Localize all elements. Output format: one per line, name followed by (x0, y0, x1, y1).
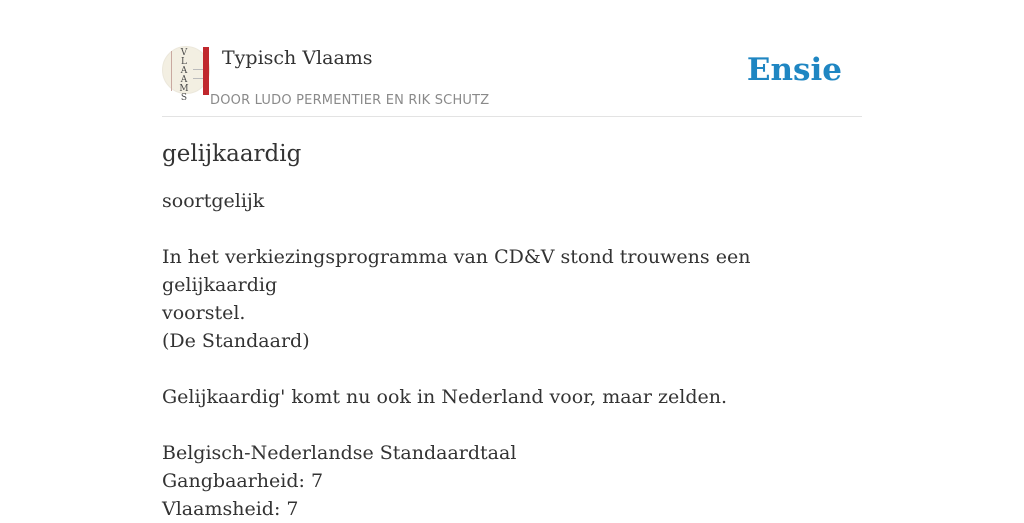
entry-body (162, 187, 862, 523)
site-name-link[interactable]: Typisch Vlaams (222, 47, 373, 69)
entry-vlaamsheid: Vlaamsheid: 7 (162, 498, 299, 520)
entry-title: gelijkaardig (162, 141, 302, 167)
entry-gangbaarheid: Gangbaarheid: 7 (162, 470, 324, 492)
ensie-logo-link[interactable]: Ensie (746, 52, 842, 88)
avatar-decoration-small (193, 69, 203, 79)
page-header (162, 46, 862, 117)
byline: DOOR LUDO PERMENTIER EN RIK SCHUTZ (210, 93, 490, 108)
entry-definition: soortgelijk (162, 190, 265, 212)
entry-example-line-1: In het verkiezingsprogramma van CD&V stond trouwens een gelijkaardig (162, 246, 751, 296)
entry-category: Belgisch-Nederlandse Standaardtaal (162, 442, 517, 464)
entry-content (162, 136, 862, 523)
entry-note: Gelijkaardig' komt nu ook in Nederland voor, maar zelden. (162, 386, 728, 408)
avatar[interactable] (162, 46, 210, 103)
avatar-decoration-lines (171, 51, 174, 91)
entry-example-line-2: voorstel. (162, 302, 246, 324)
avatar-red-bar (203, 47, 209, 95)
avatar-logo-text: V L A A M S (179, 48, 189, 103)
entry-source: (De Standaard) (162, 330, 310, 352)
